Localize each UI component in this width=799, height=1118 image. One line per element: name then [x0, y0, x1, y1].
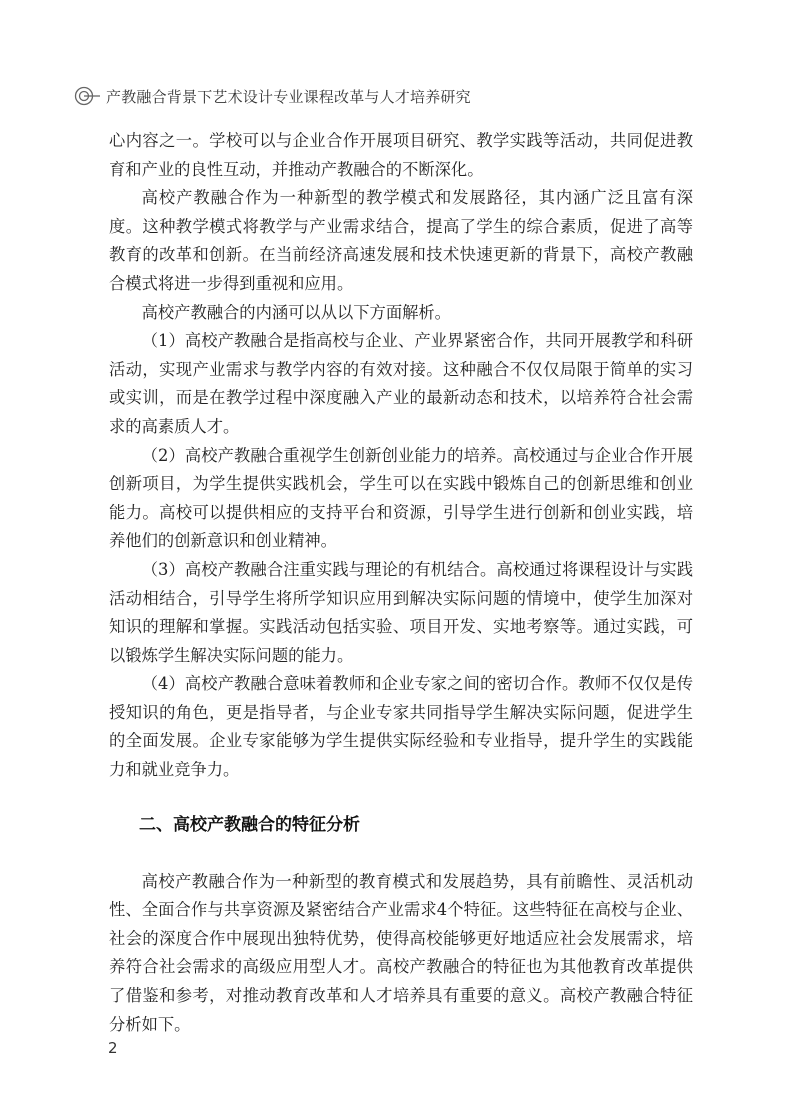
header-title: 产教融合背景下艺术设计专业课程改革与人才培养研究 [106, 87, 471, 106]
running-header [74, 84, 734, 108]
page-body [109, 127, 693, 1039]
body-paragraph: 高校产教融合的内涵可以从以下方面解析。 [141, 302, 451, 322]
body-paragraph: 高校产教融合作为一种新型的教学模式和发展路径，其内涵广泛且富有深度。这种教学模式将教学与产业需求结合，提高了学生的综合素质，促进了高等教育的改革和创新。在当前经济高速发展和技术快速更新的背景下，高校产教融合模式将进一步得到重视和应用。 [109, 188, 693, 293]
list-paragraph: （3）高校产教融合注重实践与理论的有机结合。高校通过将课程设计与实践活动相结合，引导学生将所学知识应用到解决实际问题的情境中，使学生加深对知识的理解和掌握。实践活动包括实验、项目开发、实地考察等。通过实践，可以锻炼学生解决实际问题的能力。 [109, 559, 693, 665]
list-paragraph: （4）高校产教融合意味着教师和企业专家之间的密切合作。教师不仅仅是传授知识的角色，更是指导者，与企业专家共同指导学生解决实际问题，促进学生的全面发展。企业专家能够为学生提供实际经验和专业指导，提升学生的实践能力和就业竞争力。 [109, 674, 693, 780]
body-paragraph: 心内容之一。学校可以与企业合作开展项目研究、教学实践等活动，共同促进教育和产业的良性互动，并推动产教融合的不断深化。 [109, 131, 693, 179]
list-paragraph: （2）高校产教融合重视学生创新创业能力的培养。高校通过与企业合作开展创新项目，为学生提供实践机会，学生可以在实践中锻炼自己的创新思维和创业能力。高校可以提供相应的支持平台和资源，引导学生进行创新和创业实践，培养他们的创新意识和创业精神。 [109, 445, 693, 551]
list-paragraph: （1）高校产教融合是指高校与企业、产业界紧密合作，共同开展教学和科研活动，实现产业需求与教学内容的有效对接。这种融合不仅仅局限于简单的实习或实训，而是在教学过程中深度融入产业的最新动态和技术，以培养符合社会需求的高素质人才。 [109, 331, 693, 436]
section-heading: 二、高校产教融合的特征分析 [139, 814, 360, 835]
section-paragraph: 高校产教融合作为一种新型的教育模式和发展趋势，具有前瞻性、灵活机动性、全面合作与共享资源及紧密结合产业需求4个特征。这些特征在高校与企业、社会的深度合作中展现出独特优势，使得高校能够更好地适应社会发展需求，培养符合社会需求的高级应用型人才。高校产教融合的特征也为其他教育改革提供了借鉴和参考，对推动教育改革和人才培养具有重要的意义。高校产教融合特征分析如下。 [109, 871, 693, 1034]
page-number: 2 [108, 1039, 118, 1057]
header-logo-icon [74, 85, 100, 107]
